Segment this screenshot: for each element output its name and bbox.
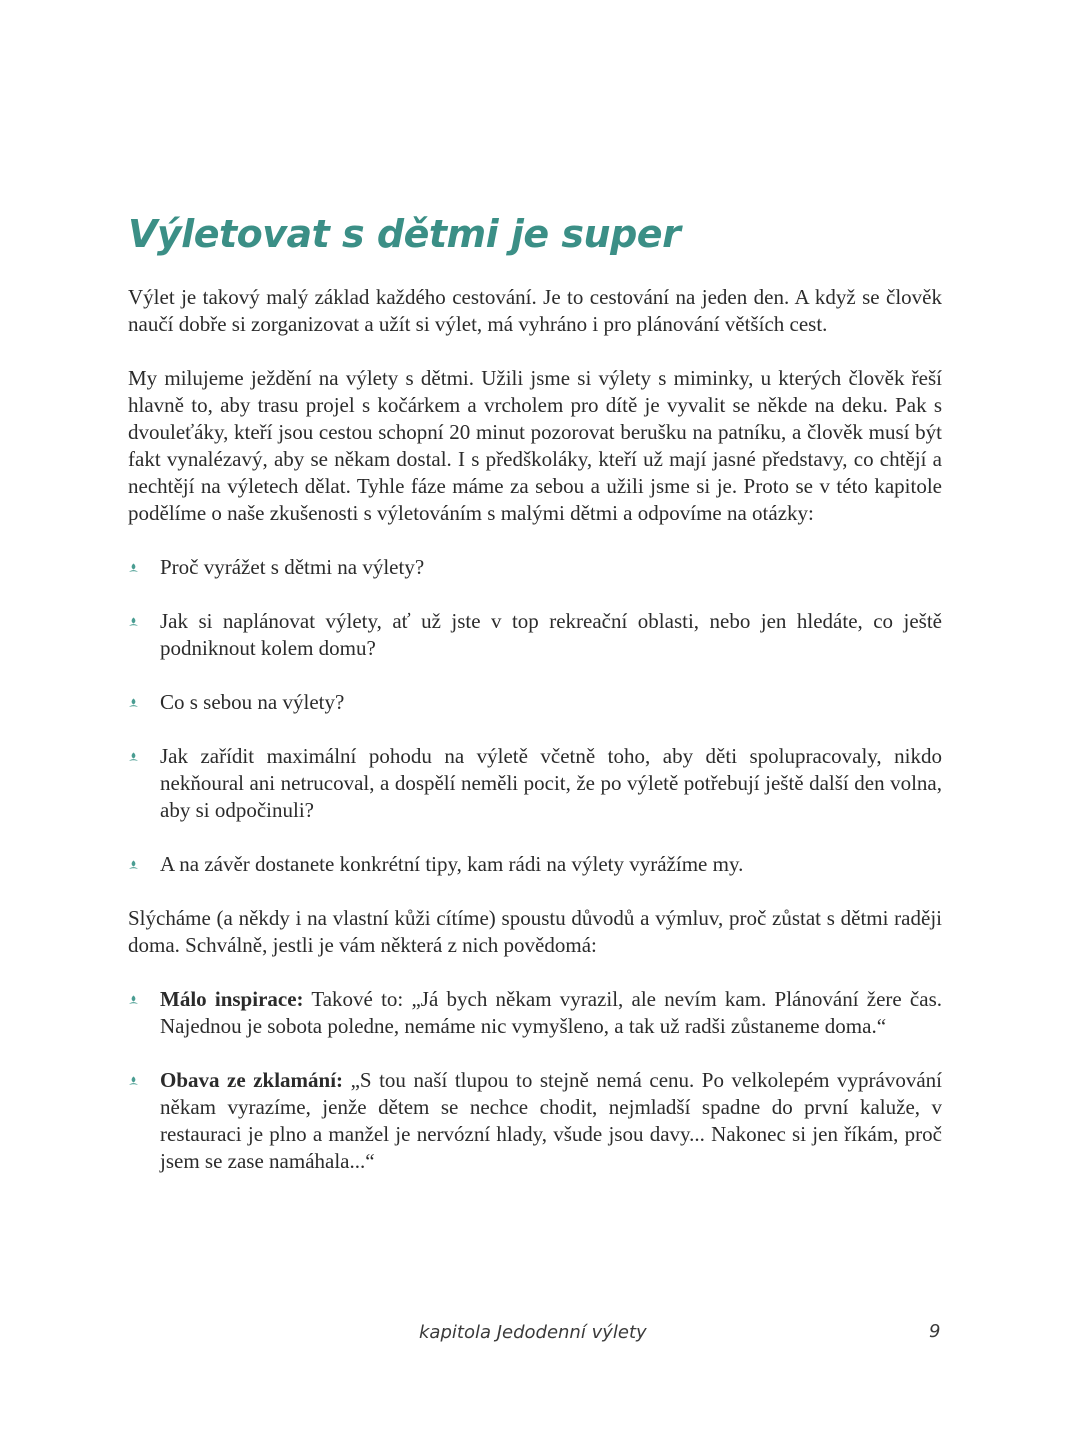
list-item [128,554,942,581]
excuse-text: Takové to: „Já bych někam vyrazil, ale nevím kam. Plánování žere čas. Najednou je sobota poledne, nemáme nic vymyšleno, a tak už radši zůstaneme doma.“ [160,987,942,1038]
question-text: Jak si naplánovat výlety, ať už jste v top rekreační oblasti, nebo jen hledáte, co ještě podniknout kolem domu? [160,609,942,660]
page-number: 9 [929,1321,941,1342]
excuses-list [128,986,942,1175]
list-item [128,986,942,1040]
excuse-text: „S tou naší tlupou to stejně nemá cenu. Po velkolepém vyprávování někam vyrazíme, jenže dětem se nechce chodit, nejmladší spadne do první kaluže, v restauraci je plno a manžel je nervózní hlady, všude jsou davy... Nakonec si jen říkám, proč jsem se zase namáhala...“ [160,1068,942,1173]
flourish-bullet-icon [128,995,139,1006]
list-item [128,851,942,878]
intro-paragraph-2: My milujeme ježdění na výlety s dětmi. Užili jsme si výlety s miminky, u kterých člověk řeší hlavně to, aby trasu projel s kočárkem a vrcholem pro dítě je vyvalit se někde na deku. Pak s dvouleťáky, kteří jsou cestou schopní 20 minut pozorovat berušku na patníku, a člověk musí být fakt vynalézavý, aby se někam dostal. I s předškoláky, kteří už mají jasné představy, co chtějí a nechtějí na výletech dělat. Tyhle fáze máme za sebou a užili jsme si je. Proto se v této kapitole podělíme o naše zkušenosti s výletováním s malými dětmi a odpovíme na otázky: [128,366,942,525]
question-text: Proč vyrážet s dětmi na výlety? [160,555,425,579]
running-footer-chapter: kapitola Jedodenní výlety [419,1322,647,1343]
chapter-section-heading: Výletovat s dětmi je super [128,212,681,256]
flourish-bullet-icon [128,860,139,871]
flourish-bullet-icon [128,563,139,574]
flourish-bullet-icon [128,1076,139,1087]
excuse-term: Málo inspirace: [160,987,304,1011]
intro-paragraph-1: Výlet je takový malý základ každého cestování. Je to cestování na jeden den. A když se člověk naučí dobře si zorganizovat a užít si výlet, má vyhráno i pro plánování větších cest. [128,285,942,336]
list-item [128,689,942,716]
flourish-bullet-icon [128,617,139,628]
list-item [128,1067,942,1175]
list-item [128,743,942,824]
excuses-intro-paragraph: Slýcháme (a někdy i na vlastní kůži cítíme) spoustu důvodů a výmluv, proč zůstat s dětmi raději doma. Schválně, jestli je vám některá z nich povědomá: [128,906,942,957]
question-text: Jak zařídit maximální pohodu na výletě včetně toho, aby děti spolupracovaly, nikdo nekňoural ani netrucoval, a dospělí neměli pocit, že po výletě potřebují ještě další den volna, aby si odpočinuli? [160,744,942,822]
questions-list [128,554,942,878]
page-body [128,284,942,1175]
question-text: Co s sebou na výlety? [160,690,345,714]
question-text: A na závěr dostanete konkrétní tipy, kam rádi na výlety vyrážíme my. [160,852,744,876]
flourish-bullet-icon [128,698,139,709]
excuse-term: Obava ze zklamání: [160,1068,344,1092]
flourish-bullet-icon [128,752,139,763]
list-item [128,608,942,662]
